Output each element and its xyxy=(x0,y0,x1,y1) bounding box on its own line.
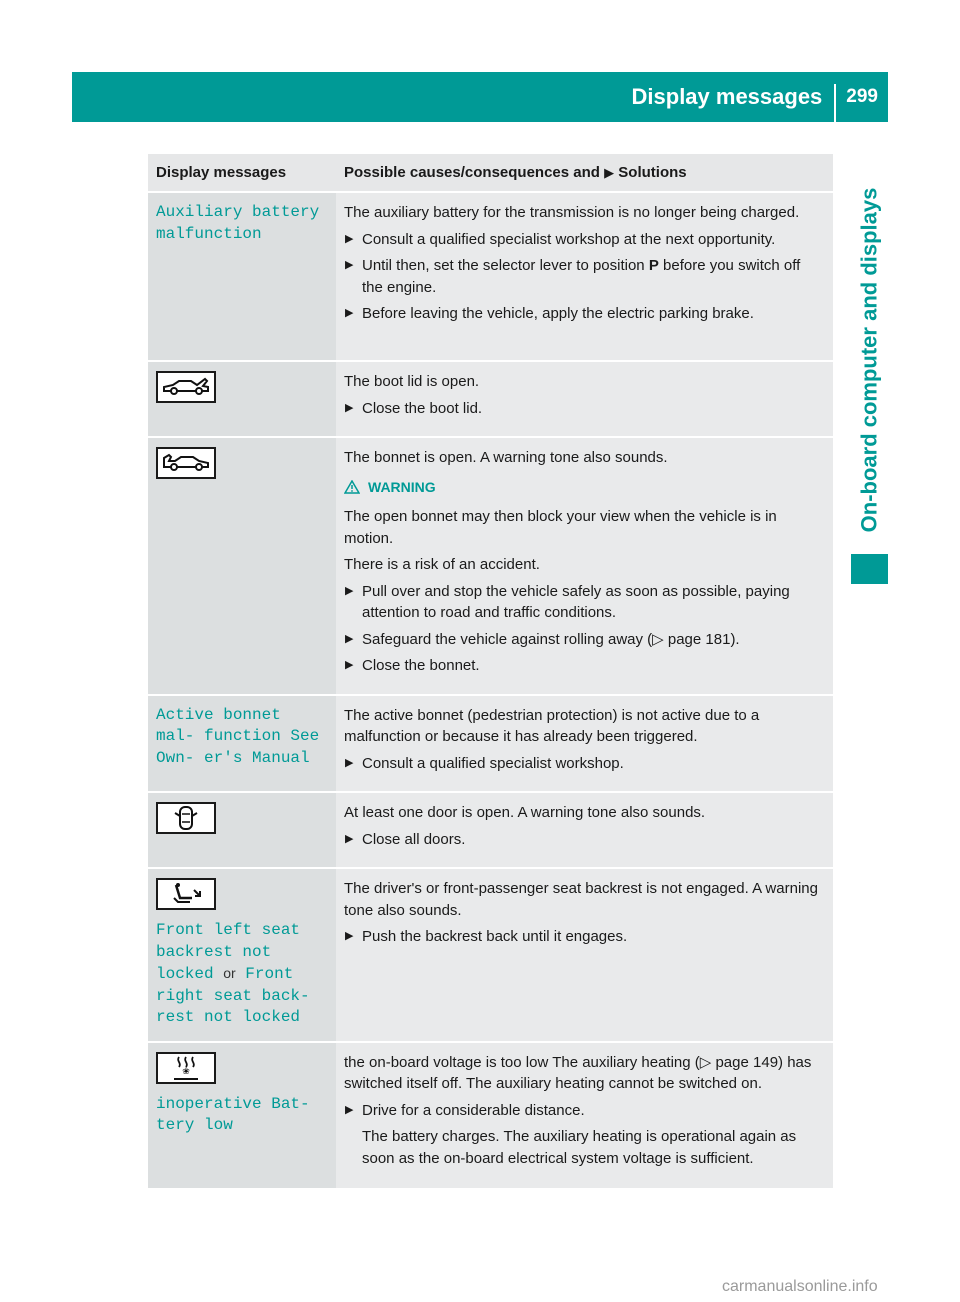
watermark: carmanualsonline.info xyxy=(722,1278,878,1295)
col2-header xyxy=(336,154,833,192)
solution-step: ▶ Close all doors. xyxy=(344,829,825,851)
step-text: before you switch off the engine. xyxy=(362,257,801,296)
cause-text: The auxiliary battery for the transmission is no longer being charged. xyxy=(344,204,800,221)
step-text: Until then, set the selector lever to position xyxy=(362,257,645,274)
solution-step: ▶ Safeguard the vehicle against rolling away (▷ page 181). xyxy=(344,629,825,651)
table-row xyxy=(148,792,833,868)
solution-step-detail: The battery charges. The auxiliary heating is operational again as soon as the on-board electrical system voltage is sufficient. xyxy=(362,1128,797,1167)
table-row xyxy=(148,868,833,1042)
solution-step: ▶ Push the backrest back until it engages. xyxy=(344,926,825,948)
col2-header-prefix: Possible causes/consequences and xyxy=(344,164,600,181)
message-cell xyxy=(148,437,336,695)
header-bar xyxy=(72,72,888,122)
cause-text: The bonnet is open. A warning tone also sounds. xyxy=(344,449,668,466)
solution-cell xyxy=(336,868,833,1042)
door-open-icon xyxy=(156,802,216,834)
svg-text:❀: ❀ xyxy=(182,1066,190,1077)
table-row xyxy=(148,695,833,793)
cause-text: The active bonnet (pedestrian protection) is not active due to a malfunction or because it has already been triggered. xyxy=(344,706,760,745)
cause-text: the on-board voltage is too low The auxiliary heating (▷ page 149) has switched itself off. The auxiliary heating cannot be switched on. xyxy=(344,1053,812,1092)
solution-step: ▶ Before leaving the vehicle, apply the electric parking brake. xyxy=(344,303,825,325)
warning-text: There is a risk of an accident. xyxy=(344,556,540,573)
display-message: Auxiliary battery malfunction xyxy=(156,203,320,243)
solution-cell xyxy=(336,192,833,361)
col2-header-suffix: Solutions xyxy=(618,164,687,181)
warning-heading xyxy=(344,477,825,499)
table-row xyxy=(148,361,833,437)
table-header-row xyxy=(148,154,833,192)
message-cell xyxy=(148,695,336,793)
table-row xyxy=(148,437,833,695)
auxiliary-heating-icon xyxy=(156,1052,216,1084)
cause-text: The boot lid is open. xyxy=(344,373,480,390)
solution-step: ▶ Pull over and stop the vehicle safely as soon as possible, paying attention to road and traffic conditions. xyxy=(344,581,825,624)
side-tab-label: On-board computer and displays xyxy=(856,187,882,533)
solution-step: ▶ Drive for a considerable distance. xyxy=(344,1100,825,1122)
solution-cell xyxy=(336,361,833,437)
table-row xyxy=(148,192,833,361)
message-front-right: Front right seat back- rest not locked xyxy=(156,965,310,1026)
selector-position: P xyxy=(648,257,659,274)
solution-step: ▶ Close the boot lid. xyxy=(344,398,825,420)
solution-cell xyxy=(336,437,833,695)
display-message: inoperative Bat- tery low xyxy=(156,1094,310,1134)
solutions-arrow-icon: ▶ xyxy=(604,165,615,180)
cause-text: The driver's or front-passenger seat backrest is not engaged. A warning tone also sounds. xyxy=(344,880,818,919)
solution-cell xyxy=(336,792,833,868)
page-title: Display messages xyxy=(632,84,837,122)
cause-text: At least one door is open. A warning tone also sounds. xyxy=(344,804,706,821)
or-separator: or xyxy=(223,965,236,981)
message-front-left: Front left seat backrest not locked xyxy=(156,921,301,983)
boot-lid-open-icon xyxy=(156,371,216,403)
solution-cell xyxy=(336,695,833,793)
table-row xyxy=(148,1042,833,1189)
message-cell xyxy=(148,192,336,361)
side-tab-marker xyxy=(851,554,888,584)
warning-text: The open bonnet may then block your view when the vehicle is in motion. xyxy=(344,508,777,547)
solution-step: ▶ Consult a qualified specialist workshop at the next opportunity. xyxy=(344,229,825,251)
display-message xyxy=(156,920,326,1029)
solution-step: ▶ Consult a qualified specialist workshop. xyxy=(344,753,825,775)
message-cell xyxy=(148,1042,336,1189)
solution-step: ▶ Close the bonnet. xyxy=(344,655,825,677)
bonnet-open-icon xyxy=(156,447,216,479)
display-message: Active bonnet mal- function See Own- er's Manual xyxy=(156,705,320,767)
warning-label: WARNING xyxy=(368,478,436,495)
message-cell xyxy=(148,868,336,1042)
col1-header: Display messages xyxy=(148,154,336,192)
message-cell xyxy=(148,792,336,868)
solution-cell xyxy=(336,1042,833,1189)
solution-step xyxy=(344,255,825,298)
page-number: 299 xyxy=(846,86,878,107)
message-cell xyxy=(148,361,336,437)
side-tab xyxy=(851,140,888,580)
seat-backrest-icon xyxy=(156,878,216,910)
display-messages-table xyxy=(148,154,833,1190)
warning-triangle-icon xyxy=(344,480,360,494)
